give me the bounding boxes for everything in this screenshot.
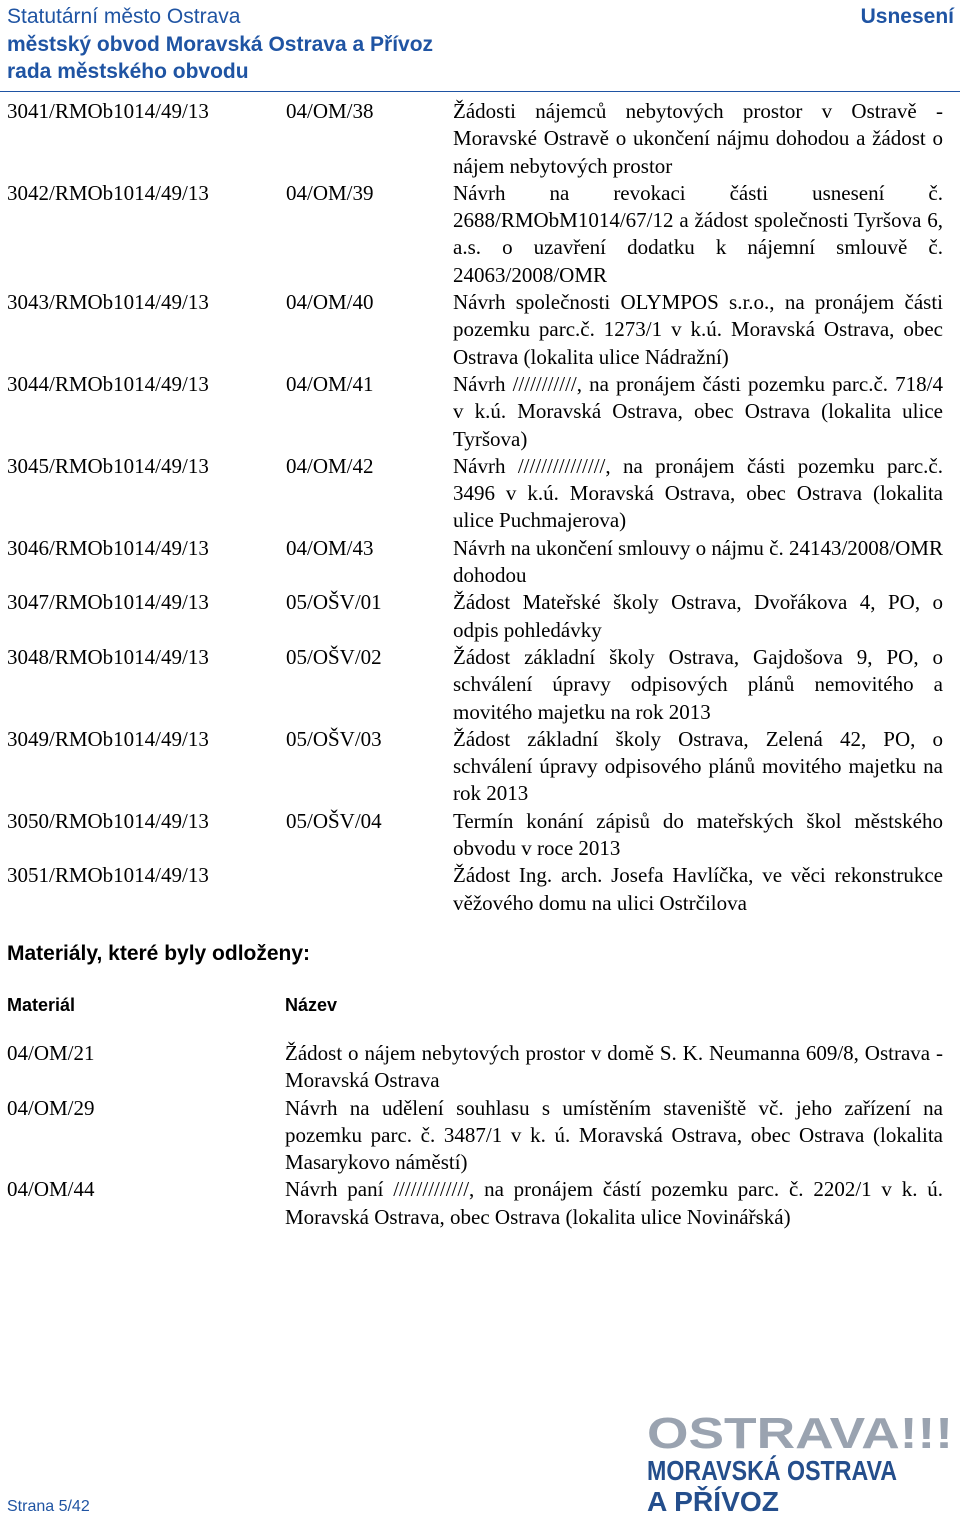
deferred-row <box>7 1176 943 1231</box>
resolution-title: Návrh ///////////, na pronájem části pozemku parc.č. 718/4 v k.ú. Moravská Ostrava, obec Ostrava (lokalita ulice Tyršova) <box>453 371 943 451</box>
resolution-number: 3047/RMOb1014/49/13 <box>7 590 209 615</box>
header-doc-type: Usnesení <box>860 5 954 28</box>
logo-line2: MORAVSKÁ OSTRAVA <box>647 1455 897 1486</box>
resolution-material: 05/OŠV/04 <box>286 808 382 833</box>
resolution-number: 3042/RMOb1014/49/13 <box>7 180 209 205</box>
resolution-row <box>7 180 943 289</box>
ostrava-logo <box>647 1408 953 1518</box>
resolution-material: 04/OM/40 <box>286 290 374 315</box>
logo-line1: OSTRAVA!!! <box>647 1409 953 1458</box>
resolution-row <box>7 726 943 808</box>
resolution-material: 05/OŠV/02 <box>286 644 382 669</box>
deferred-col-material: Materiál <box>7 995 76 1015</box>
resolution-material: 04/OM/38 <box>286 99 374 123</box>
resolution-material: 04/OM/43 <box>286 535 374 560</box>
deferred-title: Žádost o nájem nebytových prostor v domě S. K. Neumanna 609/8, Ostrava - Moravská Ostrava <box>285 1041 943 1093</box>
resolution-material: 04/OM/39 <box>286 180 374 205</box>
resolution-number: 3044/RMOb1014/49/13 <box>7 371 209 396</box>
deferred-row <box>7 1040 943 1095</box>
resolution-number: 3051/RMOb1014/49/13 <box>7 863 209 888</box>
deferred-table <box>7 1040 943 1231</box>
resolution-title: Návrh na ukončení smlouvy o nájmu č. 24143/2008/OMR dohodou <box>453 535 943 588</box>
resolution-material: 04/OM/41 <box>286 371 374 396</box>
resolution-material: 05/OŠV/03 <box>286 726 382 751</box>
deferred-heading: Materiály, které byly odloženy: <box>7 942 311 965</box>
resolution-row <box>7 644 943 726</box>
resolution-number: 3050/RMOb1014/49/13 <box>7 808 209 833</box>
resolution-number: 3043/RMOb1014/49/13 <box>7 290 209 315</box>
resolution-row <box>7 862 943 917</box>
resolution-title: Návrh společnosti OLYMPOS s.r.o., na pronájem části pozemku parc.č. 1273/1 v k.ú. Moravská Ostrava, obec Ostrava (lokalita ulice Nádražní) <box>453 290 943 369</box>
header-council: rada městského obvodu <box>7 60 249 83</box>
resolution-title: Žádost základní školy Ostrava, Gajdošova 9, PO, o schválení úpravy odpisových plánů nemovitého a movitého majetku na rok 2013 <box>453 644 943 724</box>
deferred-row <box>7 1095 943 1177</box>
resolution-title: Žádosti nájemců nebytových prostor v Ostravě - Moravské Ostravě o ukončení nájmu dohodou a žádost o nájem nebytových prostor <box>453 99 943 178</box>
resolution-number: 3048/RMOb1014/49/13 <box>7 644 209 669</box>
deferred-title: Návrh paní /////////////, na pronájem částí pozemku parc. č. 2202/1 v k. ú. Moravská Ostrava, obec Ostrava (lokalita ulice Novinářská) <box>285 1177 943 1229</box>
resolution-row <box>7 808 943 863</box>
deferred-col-title: Název <box>285 995 338 1015</box>
resolution-title: Žádost Mateřské školy Ostrava, Dvořákova 4, PO, o odpis pohledávky <box>453 590 943 642</box>
logo-line3: A PŘÍVOZ <box>647 1486 779 1517</box>
page-number: Strana 5/42 <box>7 1498 90 1515</box>
resolution-title: Žádost základní školy Ostrava, Zelená 42, PO, o schválení úpravy odpisového plánů movitého majetku na rok 2013 <box>453 726 943 806</box>
deferred-material: 04/OM/21 <box>7 1041 95 1065</box>
header-city: Statutární město Ostrava <box>7 5 241 28</box>
resolution-row <box>7 453 943 535</box>
resolution-title: Návrh ///////////////, na pronájem části pozemku parc.č. 3496 v k.ú. Moravská Ostrava, obec Ostrava (lokalita ulice Puchmajerova) <box>453 453 943 533</box>
resolution-material: 05/OŠV/01 <box>286 590 382 615</box>
resolution-row <box>7 371 943 453</box>
resolution-title: Termín konání zápisů do mateřských škol městského obvodu v roce 2013 <box>453 808 943 861</box>
header-divider <box>0 91 960 92</box>
resolutions-table <box>7 98 943 917</box>
deferred-title: Návrh na udělení souhlasu s umístěním staveniště vč. jeho zařízení na pozemku parc. č. 3487/1 v k. ú. Moravská Ostrava, obec Ostrava (lokalita Masarykovo náměstí) <box>285 1095 943 1175</box>
resolution-number: 3045/RMOb1014/49/13 <box>7 453 209 478</box>
resolution-row <box>7 589 943 644</box>
deferred-material: 04/OM/44 <box>7 1177 95 1202</box>
resolution-number: 3046/RMOb1014/49/13 <box>7 535 209 560</box>
resolution-row <box>7 289 943 371</box>
resolution-row <box>7 98 943 180</box>
resolution-number: 3041/RMOb1014/49/13 <box>7 99 209 123</box>
resolution-row <box>7 535 943 590</box>
resolution-material: 04/OM/42 <box>286 453 374 478</box>
resolution-title: Žádost Ing. arch. Josefa Havlíčka, ve věci rekonstrukce věžového domu na ulici Ostrčilova <box>453 863 943 915</box>
resolution-title: Návrh na revokaci části usnesení č. 2688/RMObM1014/67/12 a žádost společnosti Tyršova 6, a.s. o uzavření dodatku k nájemní smlouvě č. 24063/2008/OMR <box>453 180 943 287</box>
deferred-material: 04/OM/29 <box>7 1095 95 1120</box>
header-district: městský obvod Moravská Ostrava a Přívoz <box>7 33 434 56</box>
resolution-number: 3049/RMOb1014/49/13 <box>7 726 209 751</box>
